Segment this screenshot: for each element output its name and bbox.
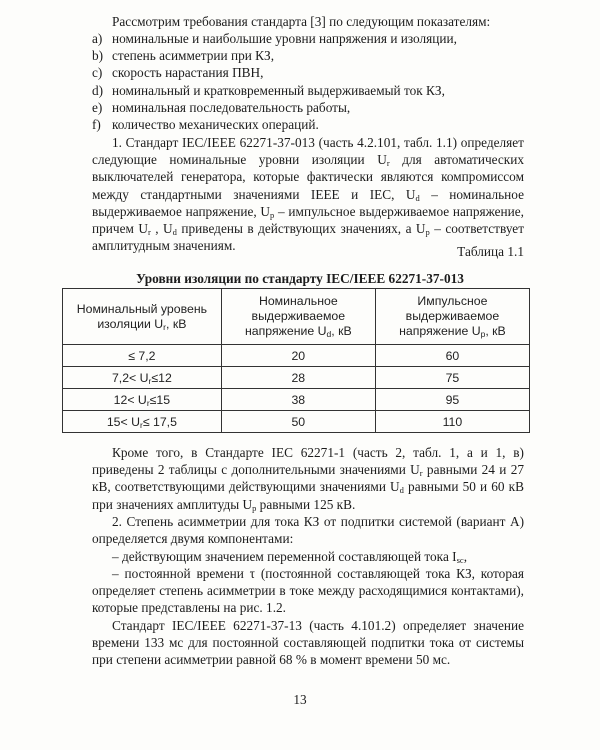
paragraph-insulation-levels: 1. Стандарт IEC/IEEE 62271-37-013 (часть 4.2.101, табл. 1.1) определяет следующие номинальные уровни изоляции $U_r$ для автоматических выключателей генератора, которые фактически являются компромиссом между стандартными значениями IEEE и IEC, $U_d$ – номинальное выдерживаемое напряжение, $U_p$ – импульсное выдерживаемое напряжение, причем $U_r$ , $U_d$ приведены в действующих значениях, а $U_p$ – соответствует амплитудным значениям.	[92, 135, 525, 254]
list-item-text: количество механических операций.	[112, 117, 319, 133]
insulation-levels-table	[62, 288, 530, 433]
table-row	[63, 345, 530, 367]
list-item	[92, 82, 524, 99]
list-marker: b)	[92, 48, 104, 64]
paragraph-additional-values: Кроме того, в Стандарте IEC 62271-1 (часть 2, табл. 1, а и 1, в) приведены 2 таблицы с дополнительными значениями $U_r$ равными 24 и 27 кВ, соответствующими действующими значениями $U_d$ равными 50 и 60 кВ при значениях амплитуды $U_p$ равными 125 кВ.	[92, 445, 524, 513]
criteria-list	[92, 30, 524, 133]
column-header: Номинальное выдерживаемое напряжение $U_d$, кВ	[221, 289, 375, 345]
table-row	[63, 411, 530, 433]
table-cell: 95	[375, 389, 529, 411]
list-item	[92, 99, 524, 116]
list-item	[92, 47, 524, 64]
table-cell: 28	[221, 367, 375, 389]
list-item	[92, 64, 524, 81]
list-marker: d)	[92, 82, 104, 98]
column-header: Импульсное выдерживаемое напряжение $U_p$, кВ	[375, 289, 529, 345]
table-cell: $12< U_r\le 15$	[63, 389, 222, 411]
table-title: Уровни изоляции по стандарту IEC/IEEE 62271-37-013	[136, 271, 464, 286]
list-item-text: скорость нарастания ПВН,	[112, 65, 264, 81]
list-item	[92, 116, 524, 133]
table-cell: $7,2< U_r\le 12$	[63, 367, 222, 389]
list-marker: a)	[92, 31, 103, 46]
list-item-text: номинальные и наибольшие уровни напряжения и изоляции,	[112, 31, 457, 46]
list-item-text: номинальный и кратковременный выдерживаемый ток КЗ,	[112, 82, 445, 98]
table-cell: ≤ 7,2	[63, 345, 222, 367]
table-caption: Таблица 1.1	[457, 244, 524, 259]
table-cell: $15< U_r\le 17,5$	[63, 411, 222, 433]
paragraph-asymmetry: 2. Степень асимметрии для тока КЗ от подпитки системой (вариант А) определяется двумя компонентами:	[92, 514, 524, 547]
intro-paragraph: Рассмотрим требования стандарта [3] по следующим показателям:	[112, 14, 491, 29]
table-header-row	[63, 289, 530, 345]
table-cell: 38	[221, 389, 375, 411]
list-marker: e)	[92, 99, 103, 115]
table-cell: 75	[375, 367, 529, 389]
paragraph-time-constant: – постоянной времени τ (постоянной составляющей тока КЗ, которая определяет степень асимметрии в токе между расходящимися контактами), которые представлены на рис. 1.2.	[92, 566, 524, 616]
table-row	[63, 367, 530, 389]
paragraph-ac-component: – действующим значением переменной составляющей тока $I_{sc}$,	[112, 549, 468, 565]
column-header: Номинальный уровень изоляции $U_r$, кВ	[63, 289, 222, 345]
list-marker: c)	[92, 65, 103, 81]
table-row	[63, 389, 530, 411]
list-item-text: номинальная последовательность работы,	[112, 99, 351, 115]
table-cell: 50	[221, 411, 375, 433]
table-cell: 110	[375, 411, 529, 433]
table-cell: 20	[221, 345, 375, 367]
page-number: 13	[293, 692, 307, 707]
paragraph-standard-time: Стандарт IEC/IEEE 62271-37-13 (часть 4.101.2) определяет значение времени 133 мс для постоянной составляющей подпитки тока от системы при степени асимметрии равной 68 % в момент времени 50 мс.	[92, 618, 524, 668]
table-cell: 60	[375, 345, 529, 367]
list-item-text: степень асимметрии при КЗ,	[112, 48, 275, 64]
list-marker: f)	[92, 117, 101, 133]
list-item	[92, 30, 524, 47]
